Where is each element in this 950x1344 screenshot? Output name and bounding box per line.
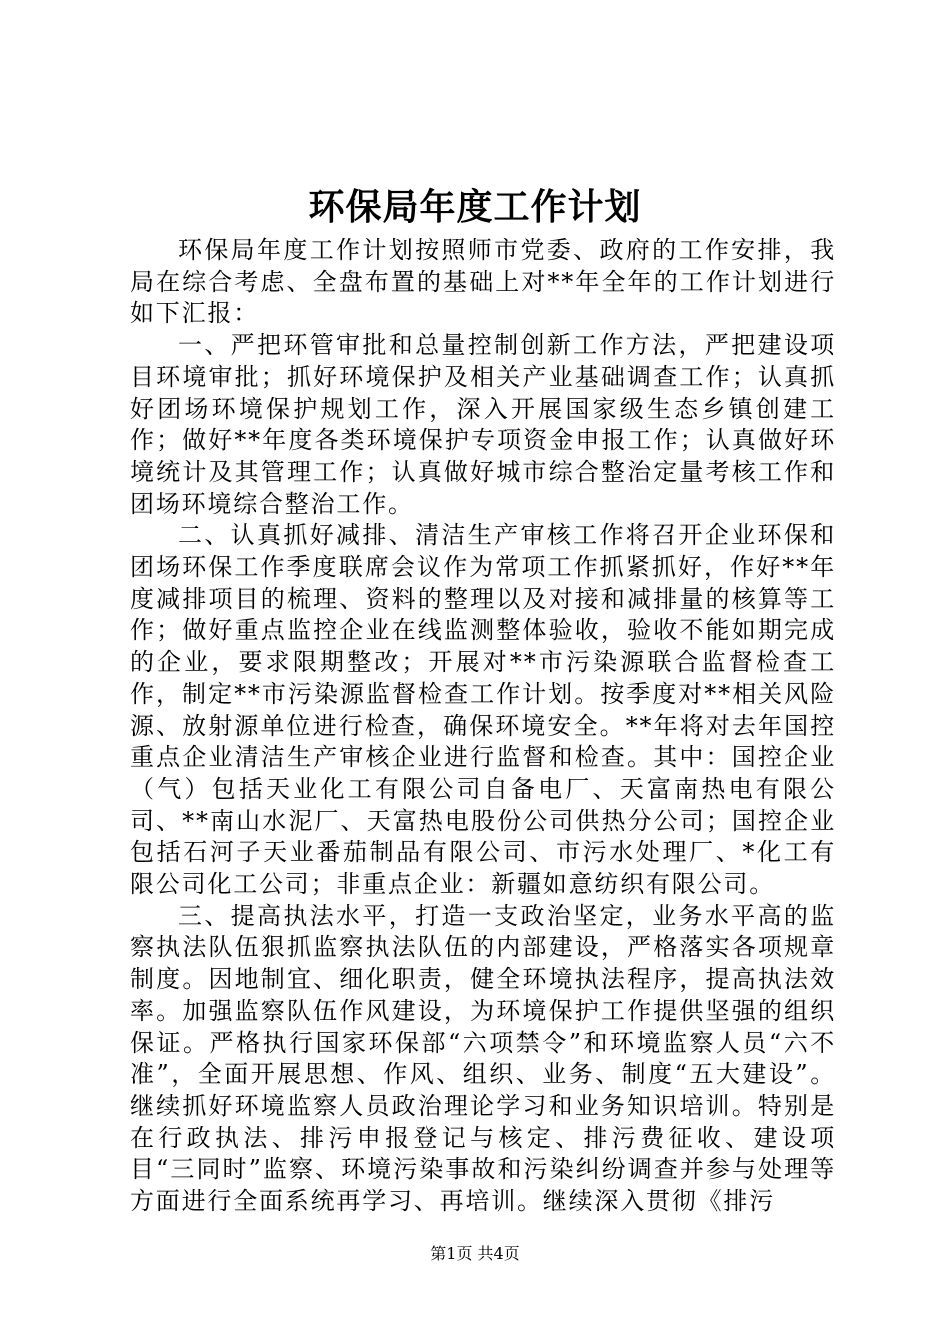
paragraph-intro: 环保局年度工作计划按照师市党委、政府的工作安排，我局在综合考虑、全盘布置的基础上对**年全年的工作计划进行如下汇报： <box>130 236 836 328</box>
paragraph-section-1: 一、严把环管审批和总量控制创新工作方法，严把建设项目环境审批；抓好环境保护及相关产业基础调查工作；认真抓好团场环境保护规划工作，深入开展国家级生态乡镇创建工作；做好**年度各类环境保护专项资金申报工作；认真做好环境统计及其管理工作；认真做好城市综合整治定量考核工作和团场环境综合整治工作。 <box>130 331 836 518</box>
document-title: 环保局年度工作计划 <box>308 186 642 228</box>
paragraph-section-2: 二、认真抓好减排、清洁生产审核工作将召开企业环保和团场环保工作季度联席会议作为常项工作抓紧抓好，作好**年度减排项目的梳理、资料的整理以及对接和减排量的核算等工作；做好重点监控企业在线监测整体验收，验收不能如期完成的企业，要求限期整改；开展对**市污染源联合监督检查工作，制定**市污染源监督检查工作计划。按季度对**相关风险源、放射源单位进行检查，确保环境安全。**年将对去年国控重点企业清洁生产审核企业进行监督和检查。其中：国控企业（气）包括天业化工有限公司自备电厂、天富南热电有限公司、**南山水泥厂、天富热电股份公司供热分公司；国控企业包括石河子天业番茄制品有限公司、市污水处理厂、*化工有限公司化工公司；非重点企业：新疆如意纺织有限公司。 <box>130 521 836 899</box>
page-number-footer: 第1页 共4页 <box>430 1244 520 1263</box>
document-body <box>130 235 836 1218</box>
paragraph-section-3: 三、提高执法水平，打造一支政治坚定，业务水平高的监察执法队伍狠抓监察执法队伍的内部建设，严格落实各项规章制度。因地制宜、细化职责，健全环境执法程序，提高执法效率。加强监察队伍作风建设，为环境保护工作提供坚强的组织保证。严格执行国家环保部“六项禁令”和环境监察人员“六不准”，全面开展思想、作风、组织、业务、制度“五大建设”。继续抓好环境监察人员政治理论学习和业务知识培训。特别是在行政执法、排污申报登记与核定、排污费征收、建设项目“三同时”监察、环境污染事故和污染纠纷调查并参与处理等方面进行全面系统再学习、再培训。继续深入贯彻《排污 <box>130 901 836 1216</box>
